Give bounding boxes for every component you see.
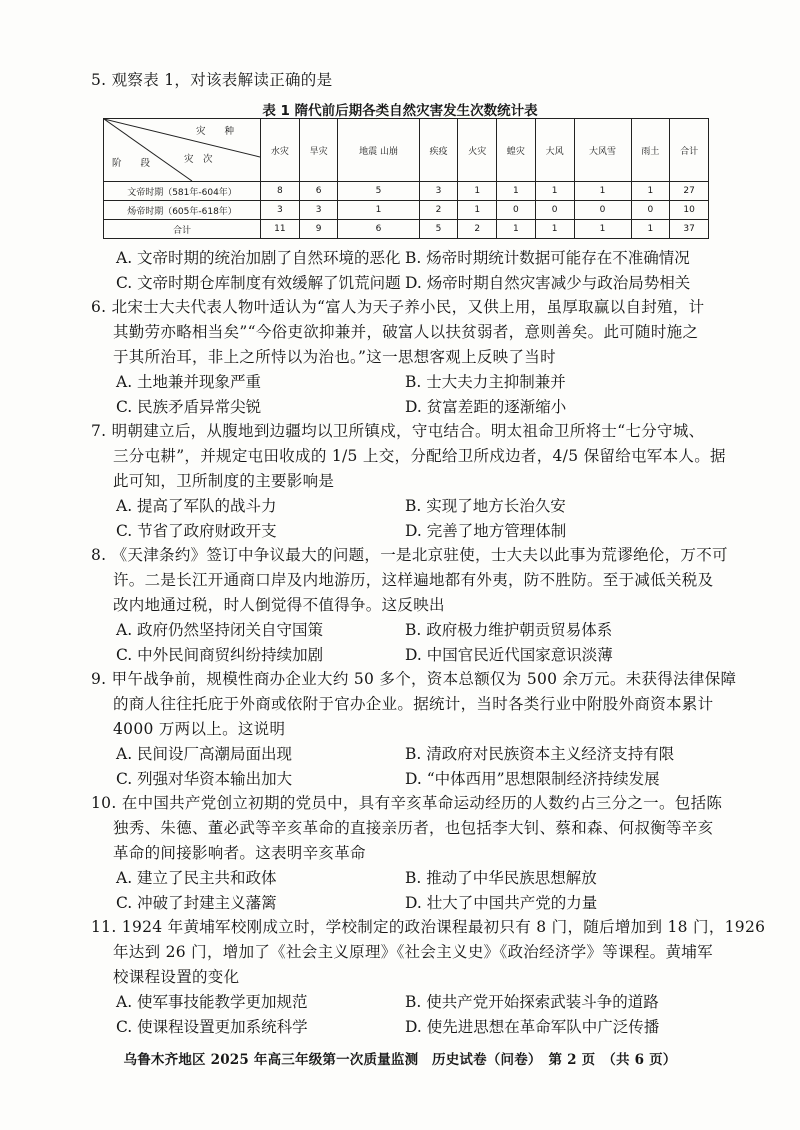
q6-option-a: A. 土地兼并现象严重 bbox=[116, 373, 262, 391]
q10-option-d: D. 壮大了中国共产党的力量 bbox=[405, 894, 598, 912]
q7-option-a: A. 提高了军队的战斗力 bbox=[116, 497, 277, 515]
table-header-row bbox=[104, 119, 709, 182]
q11-option-a: A. 使军事技能教学更加规范 bbox=[116, 993, 308, 1011]
table-cell: 37 bbox=[670, 220, 709, 239]
q10-stem-line: 独秀、朱德、董必武等辛亥革命的直接亲历者，也包括李大钊、蔡和森、何叔衡等辛亥 bbox=[113, 819, 714, 837]
q11-option-d: D. 使先进思想在革命军队中广泛传播 bbox=[405, 1018, 660, 1036]
table-cell: 6 bbox=[299, 182, 338, 201]
q9-option-d: D. “中体西用”思想限制经济持续发展 bbox=[405, 770, 660, 788]
table-cell: 2 bbox=[458, 220, 497, 239]
table-cell: 2 bbox=[419, 201, 458, 220]
q9-option-b: B. 清政府对民族资本主义经济支持有限 bbox=[405, 745, 675, 763]
table-cell: 0 bbox=[535, 201, 574, 220]
q7-option-d: D. 完善了地方管理体制 bbox=[405, 522, 567, 540]
q11-stem-line: 11. 1924 年黄埔军校刚成立时，学校制定的政治课程最初只有 8 门，随后增加到 18 门，1926 bbox=[91, 918, 766, 936]
corner-label-disaster: 灾 种 bbox=[196, 126, 235, 137]
table-cell: 10 bbox=[670, 201, 709, 220]
row-label: 文帝时期（581年-604年） bbox=[104, 182, 261, 201]
table-row bbox=[104, 182, 709, 201]
q8-option-c: C. 中外民间商贸纠纷持续加剧 bbox=[116, 646, 324, 664]
table-cell: 1 bbox=[631, 182, 670, 201]
row-label: 合计 bbox=[104, 220, 261, 239]
q9-stem-line: 4000 万两以上。这说明 bbox=[113, 720, 286, 738]
q9-stem-line: 9. 甲午战争前，规模性商办企业大约 50 多个，资本总额仅为 500 余万元。未获得法律保障 bbox=[91, 670, 737, 688]
q6-option-c: C. 民族矛盾异常尖锐 bbox=[116, 398, 262, 416]
q11-stem-line: 校课程设置的变化 bbox=[113, 968, 240, 986]
q11-option-b: B. 使共产党开始探索武装斗争的道路 bbox=[405, 993, 659, 1011]
q10-option-a: A. 建立了民主共和政体 bbox=[116, 869, 277, 887]
table-cell: 9 bbox=[299, 220, 338, 239]
col-header: 合计 bbox=[670, 119, 709, 182]
q10-stem-line: 革命的间接影响者。这表明辛亥革命 bbox=[113, 844, 366, 862]
table-cell: 1 bbox=[458, 182, 497, 201]
q5-option-c: C. 文帝时期仓库制度有效缓解了饥荒问题 bbox=[116, 274, 401, 292]
q9-stem-line: 的商人往往托庇于外商或依附于官办企业。据统计，当时各类行业中附股外商资本累计 bbox=[113, 695, 714, 713]
table-cell: 5 bbox=[419, 220, 458, 239]
col-header: 蝗灾 bbox=[497, 119, 536, 182]
q9-option-c: C. 列强对华资本输出加大 bbox=[116, 770, 293, 788]
table-caption: 表 1 隋代前后期各类自然灾害发生次数统计表 bbox=[262, 103, 538, 119]
table-cell: 0 bbox=[574, 201, 631, 220]
q7-option-c: C. 节省了政府财政开支 bbox=[116, 522, 277, 540]
col-header: 疾疫 bbox=[419, 119, 458, 182]
q8-stem-line: 许。二是长江开通商口岸及内地游历，这样遍地都有外夷，防不胜防。至于减低关税及 bbox=[113, 571, 714, 589]
disaster-table bbox=[103, 118, 709, 239]
q5-option-d: D. 炀帝时期自然灾害减少与政治局势相关 bbox=[405, 274, 691, 292]
table-corner-cell bbox=[104, 119, 261, 182]
q7-stem-line: 7. 明朝建立后，从腹地到边疆均以卫所镇戍，守屯结合。明太祖命卫所将士“七分守城、 bbox=[91, 422, 705, 440]
q11-option-c: C. 使课程设置更加系统科学 bbox=[116, 1018, 308, 1036]
page-footer: 乌鲁木齐地区 2025 年高三年级第一次质量监测 历史试卷（问卷） 第 2 页 （共 6 页） bbox=[123, 1052, 677, 1068]
q6-stem-line: 于其所治耳，非上之所恃以为治也。”这一思想客观上反映了当时 bbox=[113, 348, 556, 366]
row-label: 炀帝时期（605年-618年） bbox=[104, 201, 261, 220]
table-cell: 8 bbox=[261, 182, 300, 201]
q5-stem: 5. 观察表 1，对该表解读正确的是 bbox=[91, 71, 333, 89]
q10-stem-line: 10. 在中国共产党创立初期的党员中，具有辛亥革命运动经历的人数约占三分之一。包括陈 bbox=[91, 794, 723, 812]
table-row bbox=[104, 201, 709, 220]
col-header: 火灾 bbox=[458, 119, 497, 182]
q5-option-b: B. 炀帝时期统计数据可能存在不准确情况 bbox=[405, 249, 690, 267]
q9-option-a: A. 民间设厂高潮局面出现 bbox=[116, 745, 293, 763]
col-header: 雨土 bbox=[631, 119, 670, 182]
col-header: 大风雪 bbox=[574, 119, 631, 182]
q6-stem-line: 其勤劳亦略相当矣”“今俗吏欲抑兼并，破富人以扶贫弱者，意则善矣。此可随时施之 bbox=[113, 323, 699, 341]
corner-diagonal-lines bbox=[104, 119, 260, 181]
table-cell: 5 bbox=[338, 182, 419, 201]
q7-stem-line: 三分屯耕”，并规定屯田收成的 1/5 上交，分配给卫所戍边者，4/5 保留给屯军本人。据 bbox=[113, 447, 726, 465]
table-cell: 1 bbox=[535, 182, 574, 201]
q11-stem-line: 年达到 26 门，增加了《社会主义原理》《社会主义史》《政治经济学》等课程。黄埔军 bbox=[113, 943, 713, 961]
col-header: 地震 山崩 bbox=[338, 119, 419, 182]
corner-label-count: 灾 次 bbox=[184, 154, 213, 165]
table-cell: 1 bbox=[338, 201, 419, 220]
q7-stem-line: 此可知，卫所制度的主要影响是 bbox=[113, 472, 335, 490]
q6-option-d: D. 贫富差距的逐渐缩小 bbox=[405, 398, 567, 416]
table-cell: 1 bbox=[497, 220, 536, 239]
q8-option-a: A. 政府仍然坚持闭关自守国策 bbox=[116, 621, 324, 639]
table-cell: 0 bbox=[497, 201, 536, 220]
q8-stem-line: 8. 《天津条约》签订中争议最大的问题，一是北京驻使，士大夫以此事为荒谬绝伦，万不可 bbox=[91, 546, 728, 564]
col-header: 大风 bbox=[535, 119, 574, 182]
table-row bbox=[104, 220, 709, 239]
table-cell: 1 bbox=[574, 220, 631, 239]
q5-option-a: A. 文帝时期的统治加剧了自然环境的恶化 bbox=[116, 249, 401, 267]
table-cell: 27 bbox=[670, 182, 709, 201]
table-cell: 1 bbox=[574, 182, 631, 201]
table-cell: 6 bbox=[338, 220, 419, 239]
table-cell: 1 bbox=[535, 220, 574, 239]
q6-option-b: B. 士大夫力主抑制兼并 bbox=[405, 373, 566, 391]
table-cell: 1 bbox=[458, 201, 497, 220]
q7-option-b: B. 实现了地方长治久安 bbox=[405, 497, 566, 515]
q6-stem-line: 6. 北宋士大夫代表人物叶适认为“富人为天子养小民，又供上用，虽厚取赢以自封殖，计 bbox=[91, 298, 705, 316]
table-cell: 0 bbox=[631, 201, 670, 220]
q8-option-b: B. 政府极力维护朝贡贸易体系 bbox=[405, 621, 613, 639]
table-cell: 1 bbox=[631, 220, 670, 239]
table-cell: 3 bbox=[419, 182, 458, 201]
q10-option-b: B. 推动了中华民族思想解放 bbox=[405, 869, 597, 887]
q8-stem-line: 改内地通过税，时人倒觉得不值得争。这反映出 bbox=[113, 596, 445, 614]
table-cell: 1 bbox=[497, 182, 536, 201]
table-cell: 3 bbox=[261, 201, 300, 220]
table-cell: 3 bbox=[299, 201, 338, 220]
col-header: 旱灾 bbox=[299, 119, 338, 182]
table-cell: 11 bbox=[261, 220, 300, 239]
corner-label-period: 阶 段 bbox=[112, 158, 151, 169]
q10-option-c: C. 冲破了封建主义藩篱 bbox=[116, 894, 277, 912]
col-header: 水灾 bbox=[261, 119, 300, 182]
q8-option-d: D. 中国官民近代国家意识淡薄 bbox=[405, 646, 613, 664]
